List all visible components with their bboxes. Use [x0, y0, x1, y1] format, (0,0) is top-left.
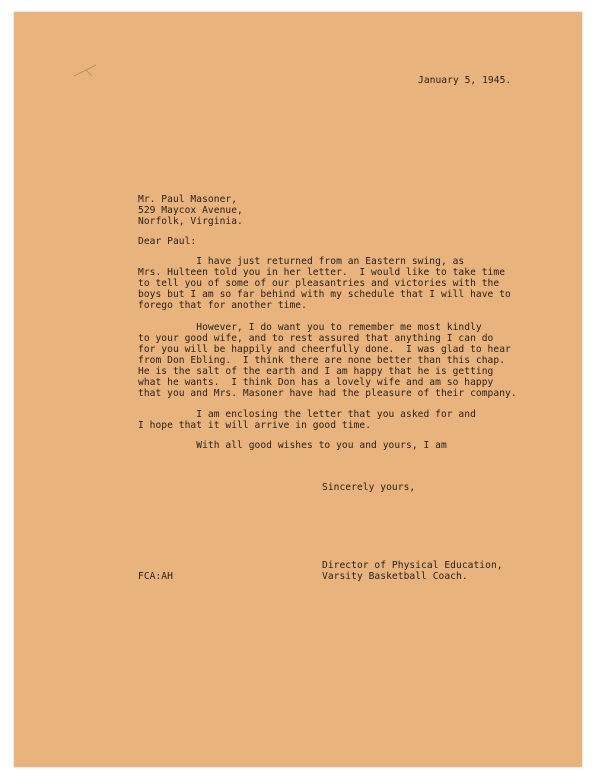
pencil-mark-icon — [72, 62, 100, 80]
paragraph-2-line: He is the salt of the earth and I am happy that he is getting — [138, 366, 494, 377]
recipient-street: 529 Maycox Avenue, — [138, 205, 243, 216]
signature-title-line-2: Varsity Basketball Coach. — [322, 571, 468, 582]
paragraph-2-line: that you and Mrs. Masoner have had the pleasure of their company. — [138, 388, 517, 399]
paragraph-2-line: from Don Ebling. I think there are none better than this chap. — [138, 355, 506, 366]
typist-initials: FCA:AH — [138, 571, 173, 582]
letter-date: January 5, 1945. — [418, 75, 512, 86]
closing: Sincerely yours, — [322, 482, 416, 493]
paragraph-1-line: I have just returned from an Eastern swing, as — [138, 256, 465, 267]
paragraph-2-line: to your good wife, and to rest assured that anything I can do — [138, 333, 494, 344]
paragraph-4-line: With all good wishes to you and yours, I am — [138, 440, 447, 451]
paragraph-3-line: I am enclosing the letter that you asked for and — [138, 409, 476, 420]
paragraph-2-line: what he wants. I think Don has a lovely wife and am so happy — [138, 377, 494, 388]
paragraph-1-line: to tell you of some of our pleasantries and victories with the — [138, 278, 500, 289]
paragraph-1-line: Mrs. Hulteen told you in her letter. I would like to take time — [138, 267, 506, 278]
paragraph-1-line: forego that for another time. — [138, 300, 307, 311]
recipient-city: Norfolk, Virginia. — [138, 216, 243, 227]
paragraph-3-line: I hope that it will arrive in good time. — [138, 420, 372, 431]
recipient-name: Mr. Paul Masoner, — [138, 194, 238, 205]
paragraph-2-line: However, I do want you to remember me most kindly — [138, 322, 482, 333]
paragraph-2-line: for you will be happily and cheerfully done. I was glad to hear — [138, 344, 511, 355]
paragraph-1-line: boys but I am so far behind with my schedule that I will have to — [138, 289, 511, 300]
signature-title-line-1: Director of Physical Education, — [322, 560, 503, 571]
salutation: Dear Paul: — [138, 236, 197, 247]
